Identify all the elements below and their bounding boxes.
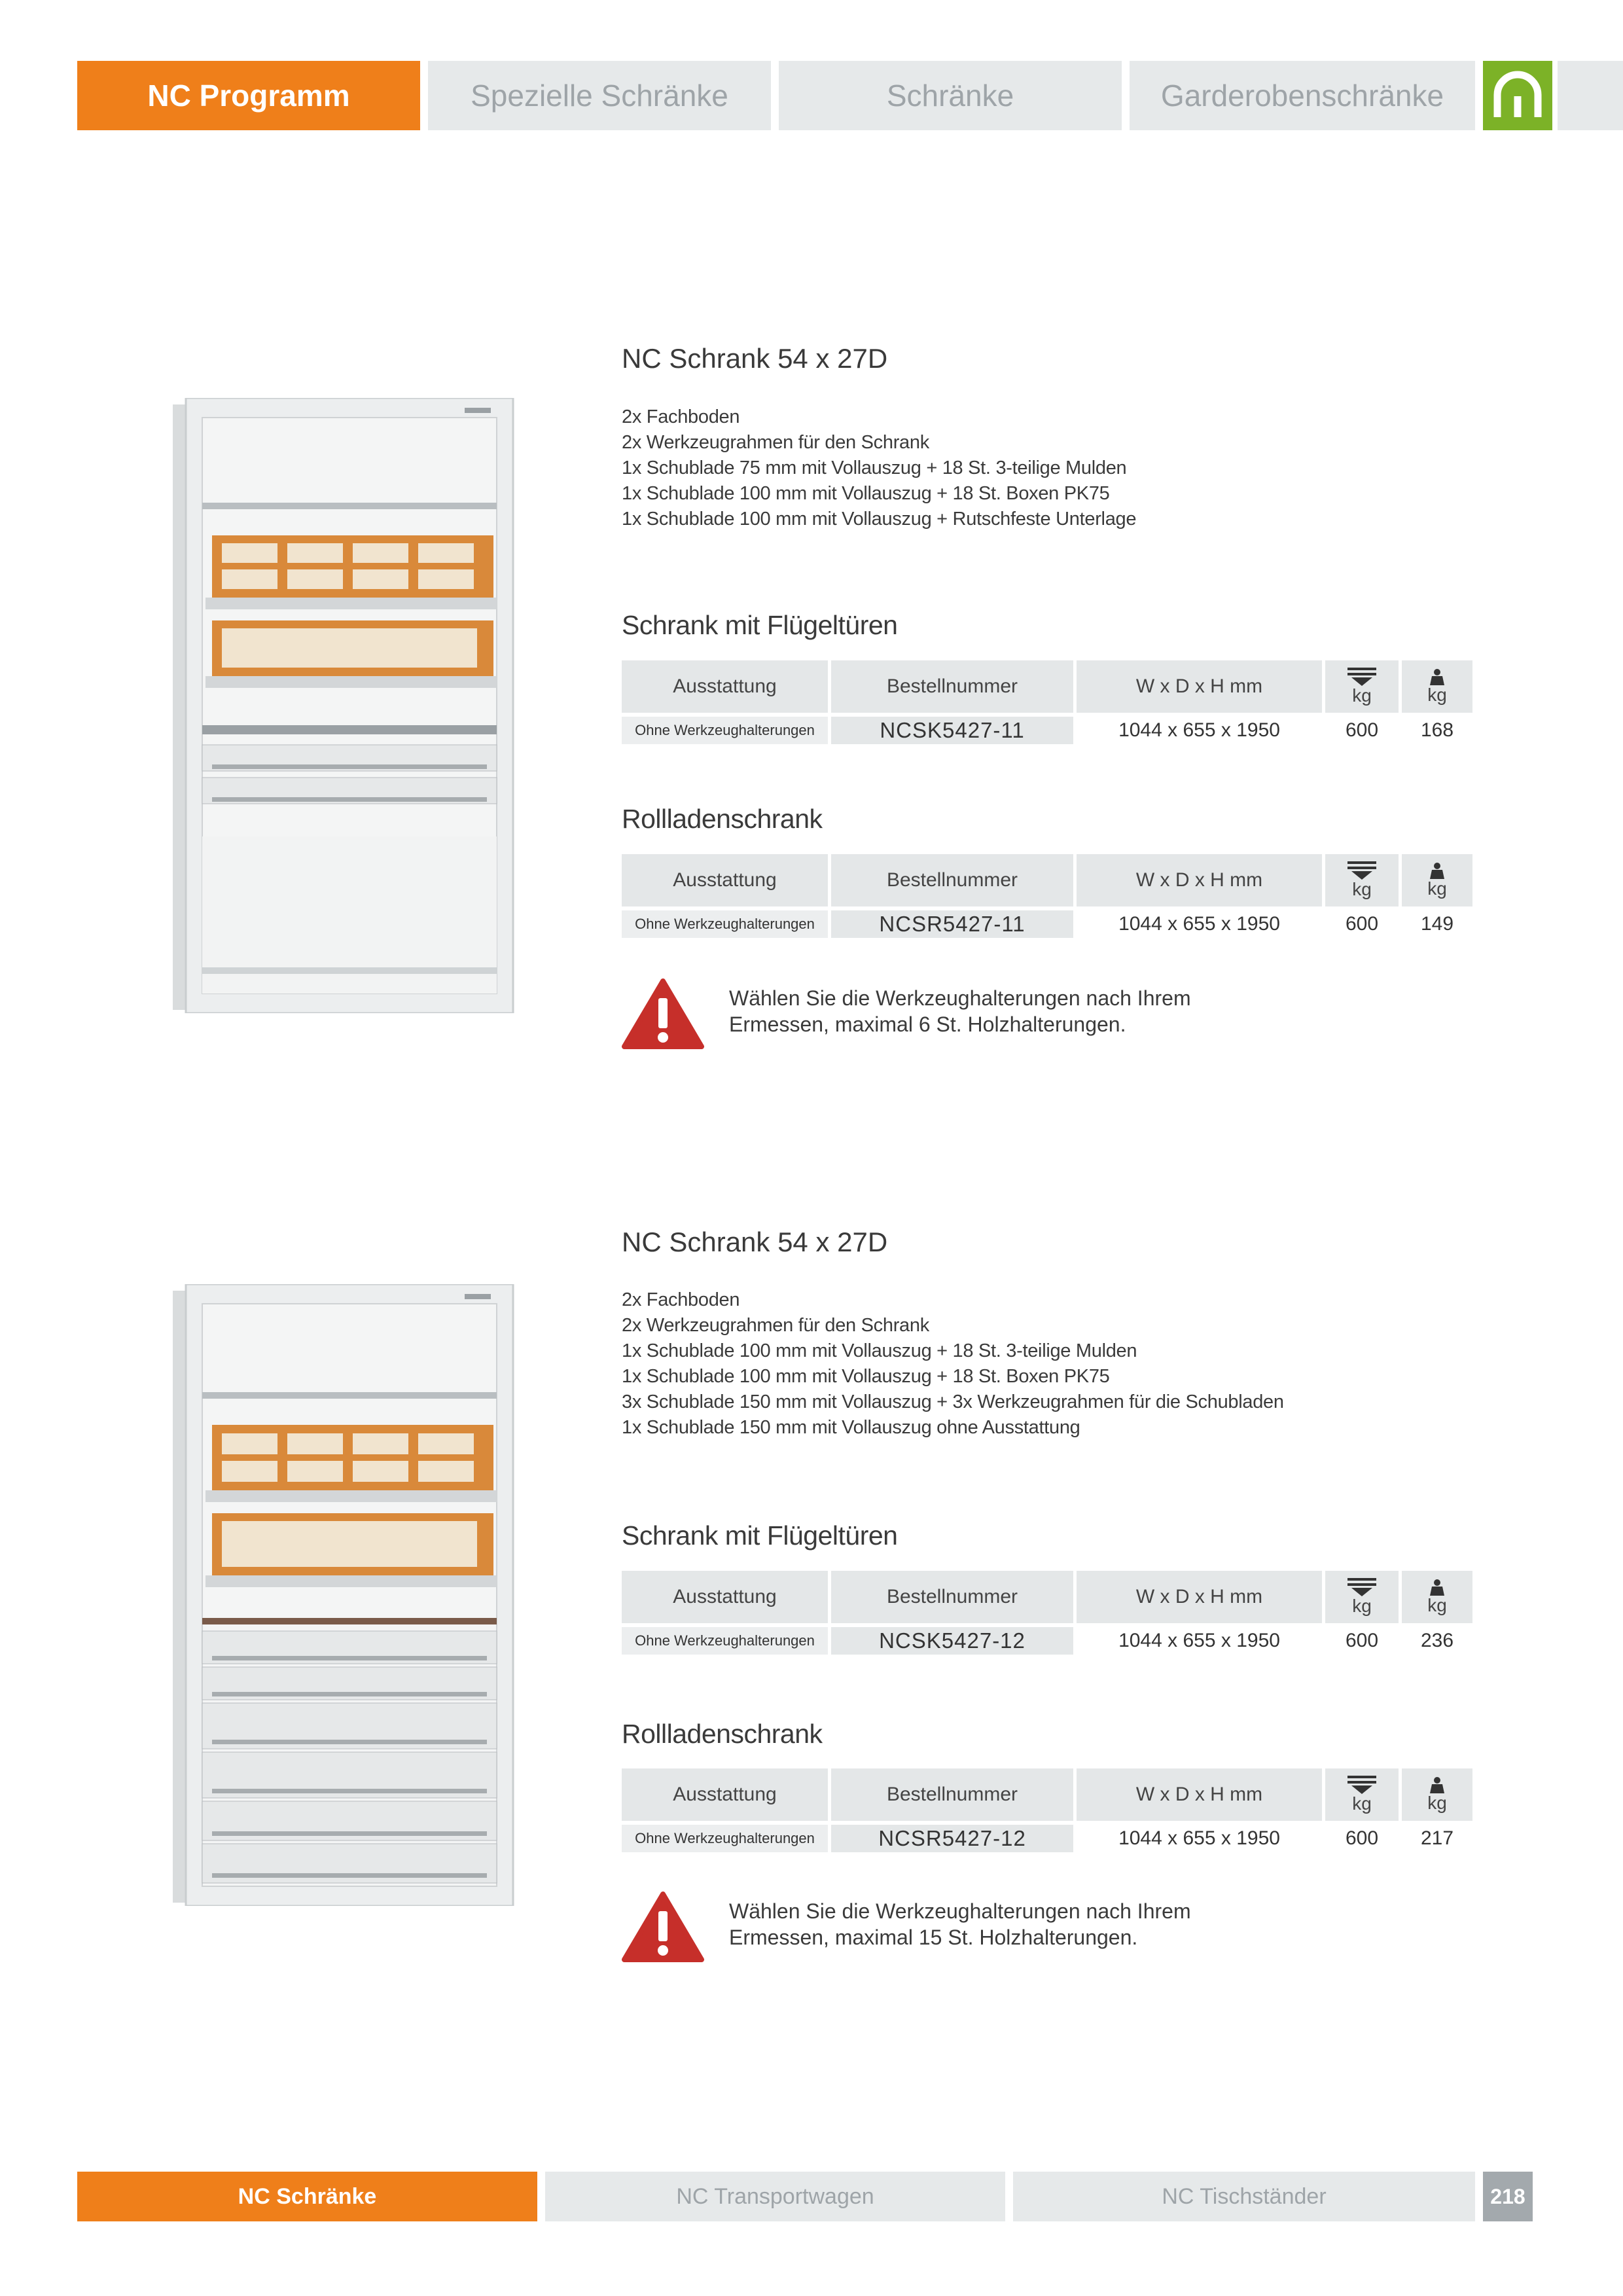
col-dimensions: W x D x H mm xyxy=(1077,1768,1322,1821)
col-load-capacity: kg xyxy=(1325,660,1399,713)
col-ausstattung: Ausstattung xyxy=(622,1768,828,1821)
table-row xyxy=(622,1627,1476,1655)
cell-bestellnummer: NCSK5427-12 xyxy=(831,1627,1073,1655)
feature-item: 2x Fachboden xyxy=(622,406,740,427)
feature-list xyxy=(622,404,1136,532)
feature-item: 1x Schublade 100 mm mit Vollauszug + Rutschfeste Unterlage xyxy=(622,509,1137,529)
col-bestellnummer: Bestellnummer xyxy=(831,1571,1073,1623)
page-number: 218 xyxy=(1483,2172,1533,2221)
load-capacity-icon xyxy=(1347,668,1376,686)
warning-line: Ermessen, maximal 15 St. Holzhalterungen. xyxy=(729,1926,1138,1949)
weight-icon xyxy=(1430,1579,1444,1596)
spec-table xyxy=(622,1768,1476,1852)
table-heading: Schrank mit Flügeltüren xyxy=(622,1520,898,1551)
cell-ausstattung: Ohne Werkzeughalterungen xyxy=(622,1627,828,1655)
cell-ausstattung: Ohne Werkzeughalterungen xyxy=(622,1825,828,1852)
cell-dimensions: 1044 x 655 x 1950 xyxy=(1118,719,1280,741)
col-weight: kg xyxy=(1402,1768,1472,1821)
col-weight: kg xyxy=(1402,660,1472,713)
table-header xyxy=(622,660,1476,713)
warning-line: Ermessen, maximal 6 St. Holzhalterungen. xyxy=(729,1013,1126,1036)
load-capacity-icon xyxy=(1347,1578,1376,1596)
feature-item: 1x Schublade 150 mm mit Vollauszug ohne Ausstattung xyxy=(622,1417,1080,1438)
load-capacity-icon xyxy=(1347,1776,1376,1794)
logo-icon xyxy=(1483,61,1552,130)
col-dimensions: W x D x H mm xyxy=(1077,1571,1322,1623)
col-bestellnummer: Bestellnummer xyxy=(831,854,1073,906)
weight-icon xyxy=(1430,1776,1444,1793)
warning-icon xyxy=(622,978,704,1052)
col-dimensions: W x D x H mm xyxy=(1077,854,1322,906)
load-capacity-icon xyxy=(1347,861,1376,880)
cell-dimensions: 1044 x 655 x 1950 xyxy=(1118,1827,1280,1849)
weight-icon xyxy=(1430,668,1444,685)
table-header xyxy=(622,1768,1476,1821)
spec-table xyxy=(622,660,1476,744)
col-dimensions: W x D x H mm xyxy=(1077,660,1322,713)
col-load-capacity: kg xyxy=(1325,1571,1399,1623)
col-ausstattung: Ausstattung xyxy=(622,1571,828,1623)
col-bestellnummer: Bestellnummer xyxy=(831,660,1073,713)
cell-bestellnummer: NCSK5427-11 xyxy=(831,717,1073,744)
cell-weight: 168 xyxy=(1420,719,1454,741)
col-weight: kg xyxy=(1402,854,1472,906)
table-row xyxy=(622,910,1476,938)
col-ausstattung: Ausstattung xyxy=(622,660,828,713)
footer-tab-nc-tischstaender[interactable]: NC Tischständer xyxy=(1013,2172,1475,2221)
cell-dimensions: 1044 x 655 x 1950 xyxy=(1118,913,1280,935)
nav-tab-garderobenschraenke[interactable]: Garderobenschränke xyxy=(1130,61,1475,130)
col-load-capacity: kg xyxy=(1325,854,1399,906)
cell-ausstattung: Ohne Werkzeughalterungen xyxy=(622,717,828,744)
col-weight: kg xyxy=(1402,1571,1472,1623)
warning-line: Wählen Sie die Werkzeughalterungen nach Ihrem xyxy=(729,986,1191,1010)
table-header xyxy=(622,854,1476,906)
feature-item: 1x Schublade 100 mm mit Vollauszug + 18 St. 3-teilige Mulden xyxy=(622,1340,1137,1361)
col-bestellnummer: Bestellnummer xyxy=(831,1768,1073,1821)
footer-tab-nc-transportwagen[interactable]: NC Transportwagen xyxy=(545,2172,1005,2221)
product-title: NC Schrank 54 x 27D xyxy=(622,1227,888,1257)
cell-bestellnummer: NCSR5427-12 xyxy=(831,1825,1073,1852)
feature-list xyxy=(622,1287,1284,1441)
cell-load-capacity: 600 xyxy=(1345,1827,1379,1849)
feature-item: 2x Fachboden xyxy=(622,1289,740,1310)
feature-item: 1x Schublade 100 mm mit Vollauszug + 18 St. Boxen PK75 xyxy=(622,483,1110,504)
cell-ausstattung: Ohne Werkzeughalterungen xyxy=(622,910,828,938)
cell-weight: 236 xyxy=(1420,1630,1454,1651)
table-row xyxy=(622,717,1476,744)
table-heading: Rollladenschrank xyxy=(622,1719,823,1749)
weight-icon xyxy=(1430,862,1444,879)
table-heading: Schrank mit Flügeltüren xyxy=(622,610,898,640)
feature-item: 2x Werkzeugrahmen für den Schrank xyxy=(622,432,929,453)
cell-load-capacity: 600 xyxy=(1345,913,1379,935)
nav-tab-end xyxy=(1558,61,1623,130)
feature-item: 3x Schublade 150 mm mit Vollauszug + 3x Werkzeugrahmen für die Schubladen xyxy=(622,1391,1284,1412)
col-ausstattung: Ausstattung xyxy=(622,854,828,906)
product-title: NC Schrank 54 x 27D xyxy=(622,343,888,374)
feature-item: 2x Werkzeugrahmen für den Schrank xyxy=(622,1315,929,1336)
cell-weight: 217 xyxy=(1420,1827,1454,1849)
footer-tab-nc-schraenke[interactable]: NC Schränke xyxy=(77,2172,537,2221)
warning-text xyxy=(729,1898,1191,1950)
cell-dimensions: 1044 x 655 x 1950 xyxy=(1118,1630,1280,1651)
warning-line: Wählen Sie die Werkzeughalterungen nach Ihrem xyxy=(729,1899,1191,1923)
spec-table xyxy=(622,854,1476,938)
spec-table xyxy=(622,1571,1476,1655)
cell-load-capacity: 600 xyxy=(1345,1630,1379,1651)
nav-tab-nc-programm[interactable]: NC Programm xyxy=(77,61,420,130)
cell-bestellnummer: NCSR5427-11 xyxy=(831,910,1073,938)
nav-tab-schraenke[interactable]: Schränke xyxy=(779,61,1122,130)
warning-icon xyxy=(622,1892,704,1965)
product-image-cabinet-2 xyxy=(173,1284,520,1906)
col-load-capacity: kg xyxy=(1325,1768,1399,1821)
feature-item: 1x Schublade 75 mm mit Vollauszug + 18 St. 3-teilige Mulden xyxy=(622,457,1127,478)
table-heading: Rollladenschrank xyxy=(622,804,823,834)
cell-weight: 149 xyxy=(1420,913,1454,935)
table-header xyxy=(622,1571,1476,1623)
feature-item: 1x Schublade 100 mm mit Vollauszug + 18 St. Boxen PK75 xyxy=(622,1366,1110,1387)
warning-text xyxy=(729,985,1191,1037)
table-row xyxy=(622,1825,1476,1852)
nav-tab-spezielle-schraenke[interactable]: Spezielle Schränke xyxy=(428,61,771,130)
cell-load-capacity: 600 xyxy=(1345,719,1379,741)
product-image-cabinet-1 xyxy=(173,398,520,1013)
